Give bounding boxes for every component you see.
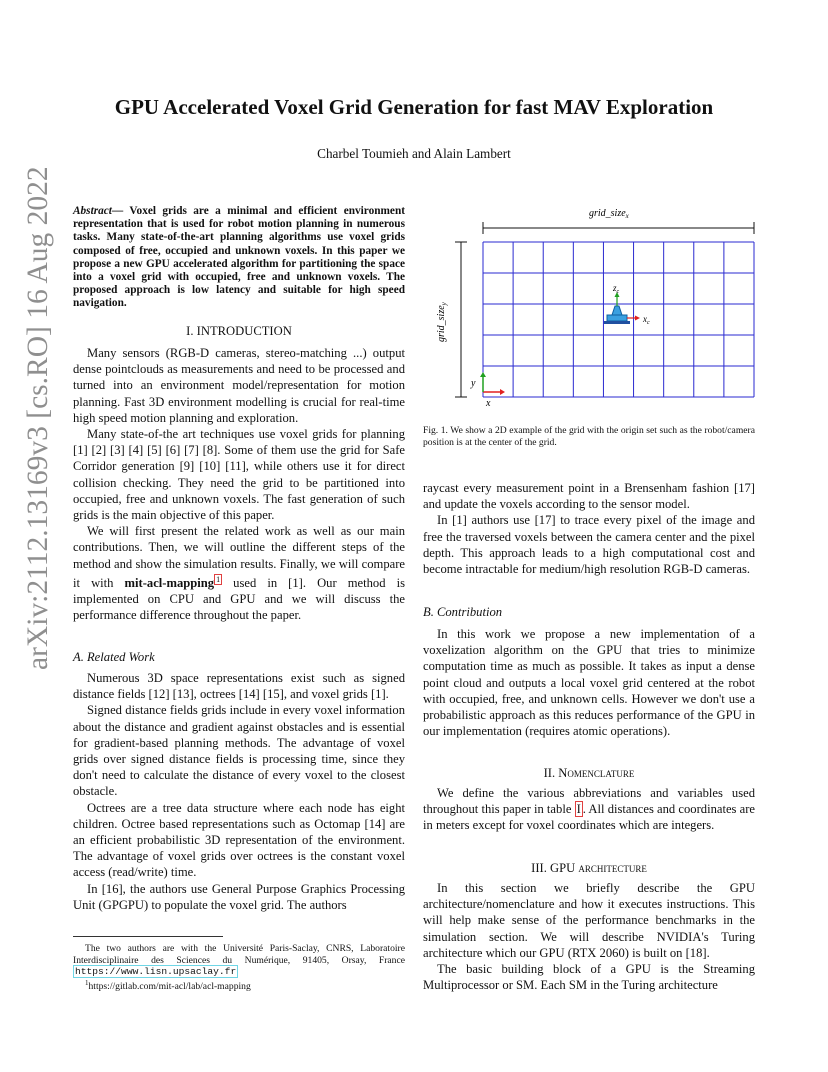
abstract bbox=[73, 205, 405, 311]
paper-authors: Charbel Toumieh and Alain Lambert bbox=[317, 146, 511, 161]
footnote-1 bbox=[73, 978, 405, 993]
text-run: . All distances and coordinates are in meters except for voxel coordinates which are integers. bbox=[423, 802, 755, 833]
footnote-rule bbox=[73, 936, 223, 937]
figure-voxel-grid bbox=[423, 200, 758, 415]
axis-x-label: x bbox=[486, 398, 491, 409]
section-heading-gpu-architecture: III. GPU architecture bbox=[531, 861, 647, 875]
text-run: We define the various abbreviations and variables used throughout this paper in table bbox=[423, 786, 755, 817]
axis-y-arrowhead bbox=[480, 372, 486, 377]
paragraph: The basic building block of a GPU is the Streaming Multiprocessor or SM. Each SM in the Turing architecture bbox=[423, 962, 755, 993]
paragraph: Many sensors (RGB-D cameras, stereo-matching ...) output dense pointclouds as measurements and need to be processed and turned into an environment model/representation for motion planning. Fast 3D environment modelling is crucial for real-time high speed motion planning and exploration. bbox=[73, 346, 405, 425]
paragraph: In this work we propose a new implementation of a voxelization algorithm on the GPU that tries to minimize computation time as much as possible. It takes as input a dense point cloud and outputs a local voxel grid centered at the robot with occupied, free, and unknown cells. However we don't use a probabilistic approach as this reduces performance of the GPU in our implementation (requires atomic operations). bbox=[423, 627, 755, 739]
table-ref-link[interactable]: I bbox=[576, 802, 581, 817]
subsection-heading-contribution: B. Contribution bbox=[423, 605, 503, 619]
subsection-heading-related-work: A. Related Work bbox=[73, 650, 155, 664]
nomenclature-body bbox=[423, 785, 755, 834]
paragraph bbox=[423, 785, 755, 834]
section-heading-nomenclature: II. Nomenclature bbox=[543, 766, 635, 780]
affiliation-note bbox=[73, 943, 405, 978]
abstract-text: — Voxel grids are a minimal and efficient environment representation that is used for robot motion planning in numerous tasks. Many state-of-the-art planning algorithms use voxel grids composed of free, occupied and unknown voxels. In this paper we propose a new GPU accelerated algorithm for partitioning the space into a voxel grid with occupied, free and unknown voxels. The proposed approach is low latency and suitable for high speed navigation. bbox=[73, 205, 405, 310]
paper-title: GPU Accelerated Voxel Grid Generation for fast MAV Exploration bbox=[114, 95, 714, 119]
text-run: used in [1]. Our method is implemented on CPU and GPU and we will discuss the performance difference throughout the paper. bbox=[73, 576, 405, 623]
label-grid-size-x: grid_size$_x$ bbox=[589, 208, 629, 220]
affiliation-url-link[interactable]: https://www.lisn.upsaclay.fr bbox=[75, 966, 237, 978]
paragraph: Signed distance fields grids include in every voxel information about the distance and gradient against obstacles and is essential for gradient-based planning methods. The advantage of voxel grids over signed distance fields is processing time, since they don't need to calculate the distance of every voxel to the closest obstacle. bbox=[73, 703, 405, 799]
footnotes bbox=[73, 943, 405, 993]
paragraph: Many state-of-the art techniques use voxel grids for planning [1] [2] [3] [4] [5] [6] [7] [8]. Some of them use the grid for Safe Corridor generation [9] [10] [11], while others use it for direct collision checking. They need the grid to be partitioned into occupied, free and unknown voxels. The fast generation of such grids is the main objective of this paper. bbox=[73, 427, 405, 523]
contribution-body bbox=[423, 626, 755, 739]
figure-caption: Fig. 1. We show a 2D example of the grid with the origin set such as the robot/camera position is at the center of the grid. bbox=[423, 425, 755, 448]
affiliation-text: The two authors are with the Université Paris-Saclay, CNRS, Laboratoire Interdisciplinaire des Sciences du Numérique, 91405, Orsay, France bbox=[73, 943, 405, 966]
paragraph: Octrees are a tree data structure where each node has eight children. Octree based representations such as Octomap [14] are an efficient probabilistic 3D representation of the environment. The advantage of voxel grids over octrees is the constant voxel access (read/write) time. bbox=[73, 800, 405, 880]
abstract-lead: Abstract bbox=[73, 205, 112, 217]
axis-y-label: y bbox=[471, 378, 476, 389]
software-name: mit-acl-mapping bbox=[124, 576, 215, 591]
camera-x-label: $x_c$ bbox=[643, 314, 650, 326]
paragraph: In [1] authors use [17] to trace every pixel of the image and free the traversed voxels between the camera center and the pixel depth. This approach leads to a high computational cost and become intractable for medium/high resolution RGB-D cameras. bbox=[423, 513, 755, 577]
section-heading-introduction: I. INTRODUCTION bbox=[186, 324, 292, 338]
footnote-link[interactable]: 1 bbox=[216, 574, 221, 584]
arxiv-stamp: arXiv:2112.13169v3 [cs.RO] 16 Aug 2022 bbox=[22, 166, 54, 670]
camera-x-arrowhead bbox=[635, 316, 640, 321]
text-run: We will first present the related work as well as our main contributions. Then, we will outline the different steps of the method and show the simulation results. Finally, we will compare it with bbox=[73, 524, 405, 591]
intro-body bbox=[73, 345, 405, 624]
footnote-1-text: https://gitlab.com/mit-acl/lab/acl-mapping bbox=[88, 980, 251, 992]
camera-z-label: $z_c$ bbox=[613, 283, 620, 295]
paragraph bbox=[73, 523, 405, 623]
axis-x-arrowhead bbox=[500, 389, 505, 395]
paragraph: In this section we briefly describe the GPU architecture/nomenclature and how it executes instructions. This will help make sense of the performance benchmarks in the simulation section. We will describe NVIDIA's Turing architecture which our GPU (RTX 2060) is built on [18]. bbox=[423, 881, 755, 960]
footnote-mark: 1 bbox=[85, 978, 89, 987]
label-grid-size-y: grid_size$_y$ bbox=[436, 302, 448, 342]
right-column-body bbox=[423, 480, 755, 577]
paragraph: Numerous 3D space representations exist such as signed distance fields [12] [13], octrees [14] [15], and voxel grids [1]. bbox=[73, 671, 405, 702]
paragraph: In [16], the authors use General Purpose Graphics Processing Unit (GPGPU) to populate the voxel grid. The authors bbox=[73, 881, 405, 912]
camera-icon bbox=[604, 306, 630, 324]
paragraph: raycast every measurement point in a Brensenham fashion [17] and update the voxels according to the sensor model. bbox=[423, 481, 755, 512]
related-work-body bbox=[73, 670, 405, 913]
gpu-architecture-body bbox=[423, 880, 755, 993]
